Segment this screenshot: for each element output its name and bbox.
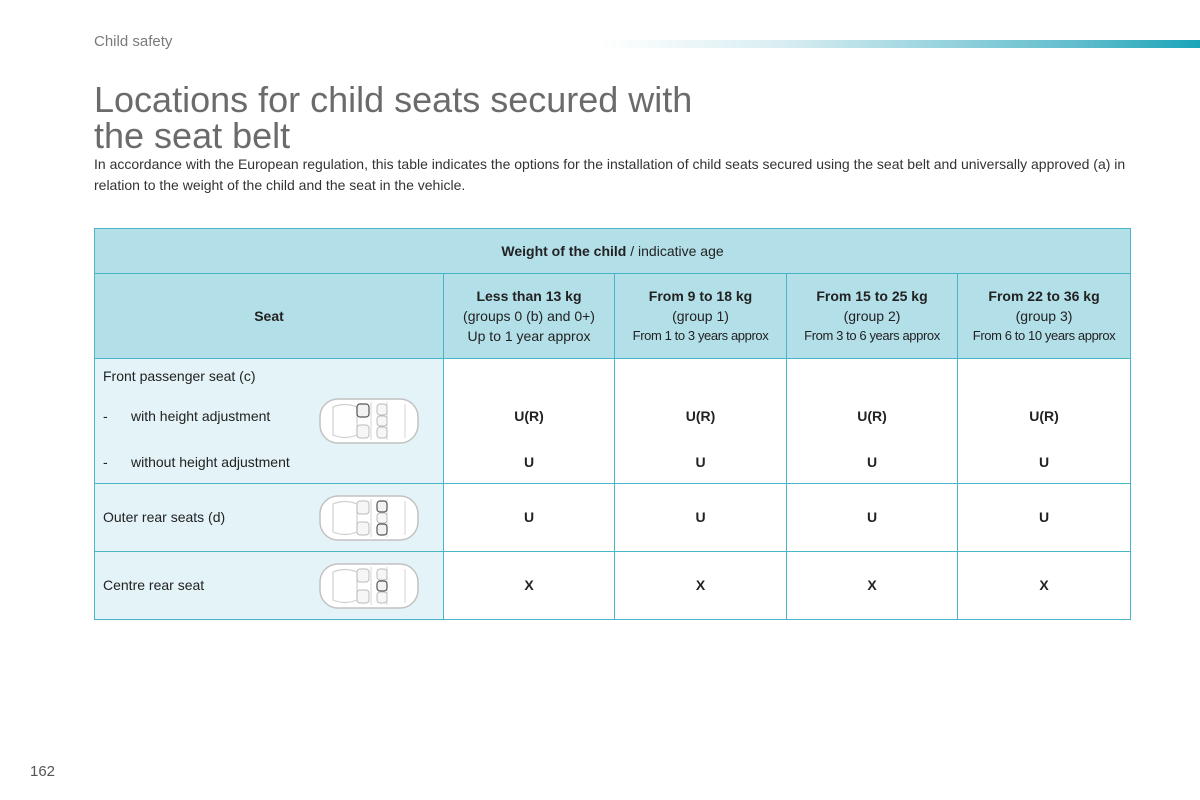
header-gradient-bar [600, 40, 1200, 48]
table-row [95, 359, 1131, 484]
car-outer-rear-seats-icon [319, 495, 419, 541]
column-header: Less than 13 kg (groups 0 (b) and 0+) Up to 1 year approx [444, 274, 615, 359]
section-label: Child safety [94, 33, 173, 50]
value-cell: X [787, 552, 958, 620]
value-cell: U(R) U [444, 359, 615, 484]
weight-header [95, 229, 1131, 274]
dash: - [103, 454, 108, 470]
table-row [95, 484, 1131, 552]
centre-seat-label: Centre rear seat [103, 577, 205, 593]
car-centre-rear-seat-icon [319, 563, 419, 609]
value-cell: X [958, 552, 1131, 620]
column-header: From 9 to 18 kg (group 1) From 1 to 3 years approx [615, 274, 787, 359]
centre-seat-cell [95, 552, 444, 620]
value-cell: U [958, 484, 1131, 552]
weight-header-rest: / indicative age [626, 243, 724, 259]
dash: - [103, 408, 108, 424]
child-seat-table [94, 228, 1131, 620]
column-header: From 15 to 25 kg (group 2) From 3 to 6 years approx [787, 274, 958, 359]
outer-seat-label: Outer rear seats (d) [103, 509, 226, 525]
car-front-seat-icon [319, 398, 419, 444]
page-number: 162 [30, 763, 56, 780]
value-cell: U [787, 484, 958, 552]
value-cell: U(R) U [787, 359, 958, 484]
front-seat-cell [95, 359, 444, 484]
weight-header-bold: Weight of the child [501, 243, 627, 259]
table-top-header-row [95, 229, 1131, 274]
value-cell: U [615, 484, 787, 552]
without-height-label: without height adjustment [131, 454, 290, 470]
value-cell: X [444, 552, 615, 620]
page-title-line2: the seat belt [94, 115, 291, 156]
seat-column-header: Seat [95, 274, 444, 359]
intro-paragraph: In accordance with the European regulation, this table indicates the options for the installation of child seats secured using the seat belt and universally approved (a) in relation to the weight of the child and the seat in the vehicle. [94, 156, 1126, 193]
page-title [94, 79, 794, 156]
table-column-header-row [95, 274, 1131, 359]
value-cell: X [615, 552, 787, 620]
with-height-label: with height adjustment [131, 408, 271, 424]
value-cell: U(R) U [958, 359, 1131, 484]
front-seat-label: Front passenger seat (c) [103, 368, 256, 384]
table-row [95, 552, 1131, 620]
value-cell: U [444, 484, 615, 552]
page-title-line1: Locations for child seats secured with [94, 79, 693, 120]
column-header: From 22 to 36 kg (group 3) From 6 to 10 years approx [958, 274, 1131, 359]
value-cell: U(R) U [615, 359, 787, 484]
outer-seat-cell [95, 484, 444, 552]
